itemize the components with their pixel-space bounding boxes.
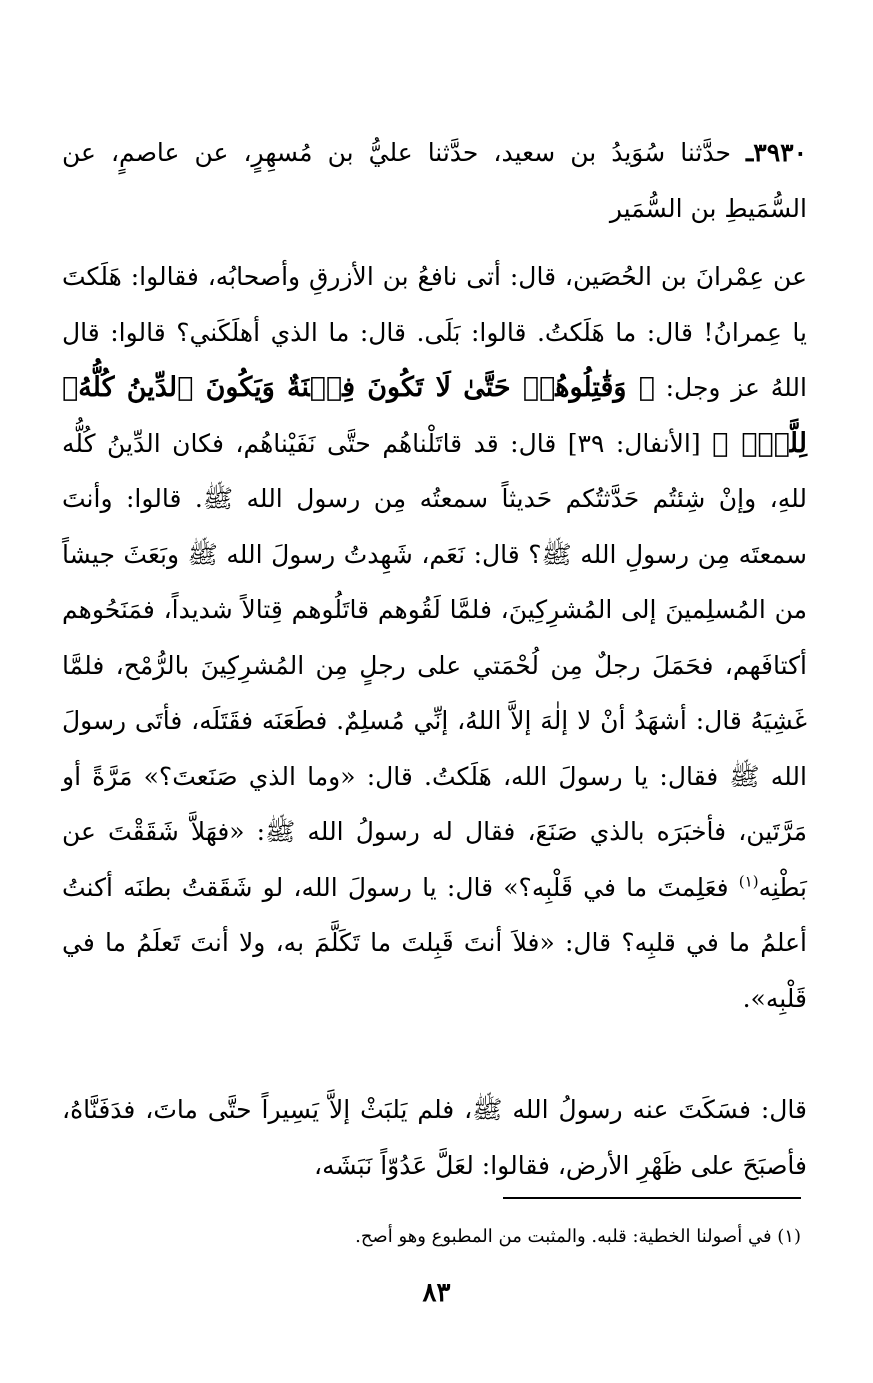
hadith-text-after-footnote: فعَلِمتَ ما في قَلْبِه؟» قال: يا رسولَ الله، لو شَقَقتُ بطنَه أكنتُ أعلمُ ما في قلبِه؟ قال: «فلاَ أنتَ قَبِلتَ ما تَكَلَّمَ به، ولا أنتَ تَعلَمُ ما في قَلْبِه».	[62, 872, 807, 1013]
hadith-number: ٣٩٣٠ـ	[745, 138, 807, 167]
hadith-text-before-quran: عن عِمْرانَ بن الحُصَين، قال: أتى نافعُ بن الأزرقِ وأصحابُه، فقالوا: هَلَكتَ يا عِمرانُ! قال: ما هَلَكتُ. قالوا: بَلَى. قال: ما الذي أهلَكَني؟ قالوا: قال اللهُ عز وجل:	[62, 262, 807, 402]
hadith-chain-text: حدَّثنا سُوَيدُ بن سعيد، حدَّثنا عليُّ بن مُسهِرٍ، عن عاصمٍ، عن السُّمَيطِ بن السُّمَير	[62, 138, 807, 223]
hadith-chain-paragraph	[62, 125, 807, 236]
footnote	[81, 1222, 801, 1252]
hadith-continuation-text: قال: فسَكَتَ عنه رسولُ الله ﷺ، فلم يَلبَثْ إلاَّ يَسِيراً حتَّى ماتَ، فدَفَنَّاهُ، فأصبَحَ على ظَهْرِ الأرض، فقالوا: لعَلَّ عَدُوّاً نَبَشَه،	[62, 1095, 807, 1180]
hadith-body-paragraph	[62, 249, 807, 1026]
quran-verse: ﴿ وَقَٰتِلُوهُمۡ حَتَّىٰ لَا تَكُونَ فِتۡنَةٌ وَيَكُونَ ٱلدِّينُ كُلُّهُۥ لِلَّهِۚ ﴾	[62, 372, 807, 459]
footnote-reference: (١)	[738, 872, 759, 891]
hadith-text-after-quran: [الأنفال: ٣٩] قال: قد قاتَلْناهُم حتَّى نَفَيْناهُم، فكان الدِّينُ كُلُّه للهِ، وإنْ شِئتُم حَدَّثتُكم حَديثاً سمعتُه مِن رسول الله ﷺ. قالوا: وأنتَ سمعتَه مِن رسولِ الله ﷺ؟ قال: نَعَم، شَهِدتُ رسولَ الله ﷺ وبَعَثَ جيشاً من المُسلِمينَ إلى المُشرِكِينَ، فلمَّا لَقُوهم قاتَلُوهم قِتالاً شديداً، فمَنَحُوهم أكتافَهم، فحَمَلَ رجلٌ مِن لُحْمَتي على رجلٍ مِن المُشرِكِينَ بالرُّمْح، فلمَّا غَشِيَهُ قال: أشهَدُ أنْ لا إلٰهَ إلاَّ اللهُ، إنِّي مُسلِمٌ. فطَعَنَه فقَتَلَه، فأتَى رسولَ الله ﷺ فقال: يا رسولَ الله، هَلَكتُ. قال: «وما الذي صَنَعتَ؟» مَرَّةً أو مَرَّتَين، فأخبَرَه بالذي صَنَعَ، فقال له رسولُ الله ﷺ: «فهَلاَّ شَقَقْتَ عن بَطْنِه	[62, 428, 807, 902]
page-number: ٨٣	[422, 1278, 451, 1308]
footnote-divider	[503, 1197, 801, 1199]
footnote-text: (١) في أصولنا الخطية: قلبه. والمثبت من المطبوع وهو أصح.	[355, 1226, 801, 1247]
hadith-continuation-paragraph	[62, 1082, 807, 1193]
